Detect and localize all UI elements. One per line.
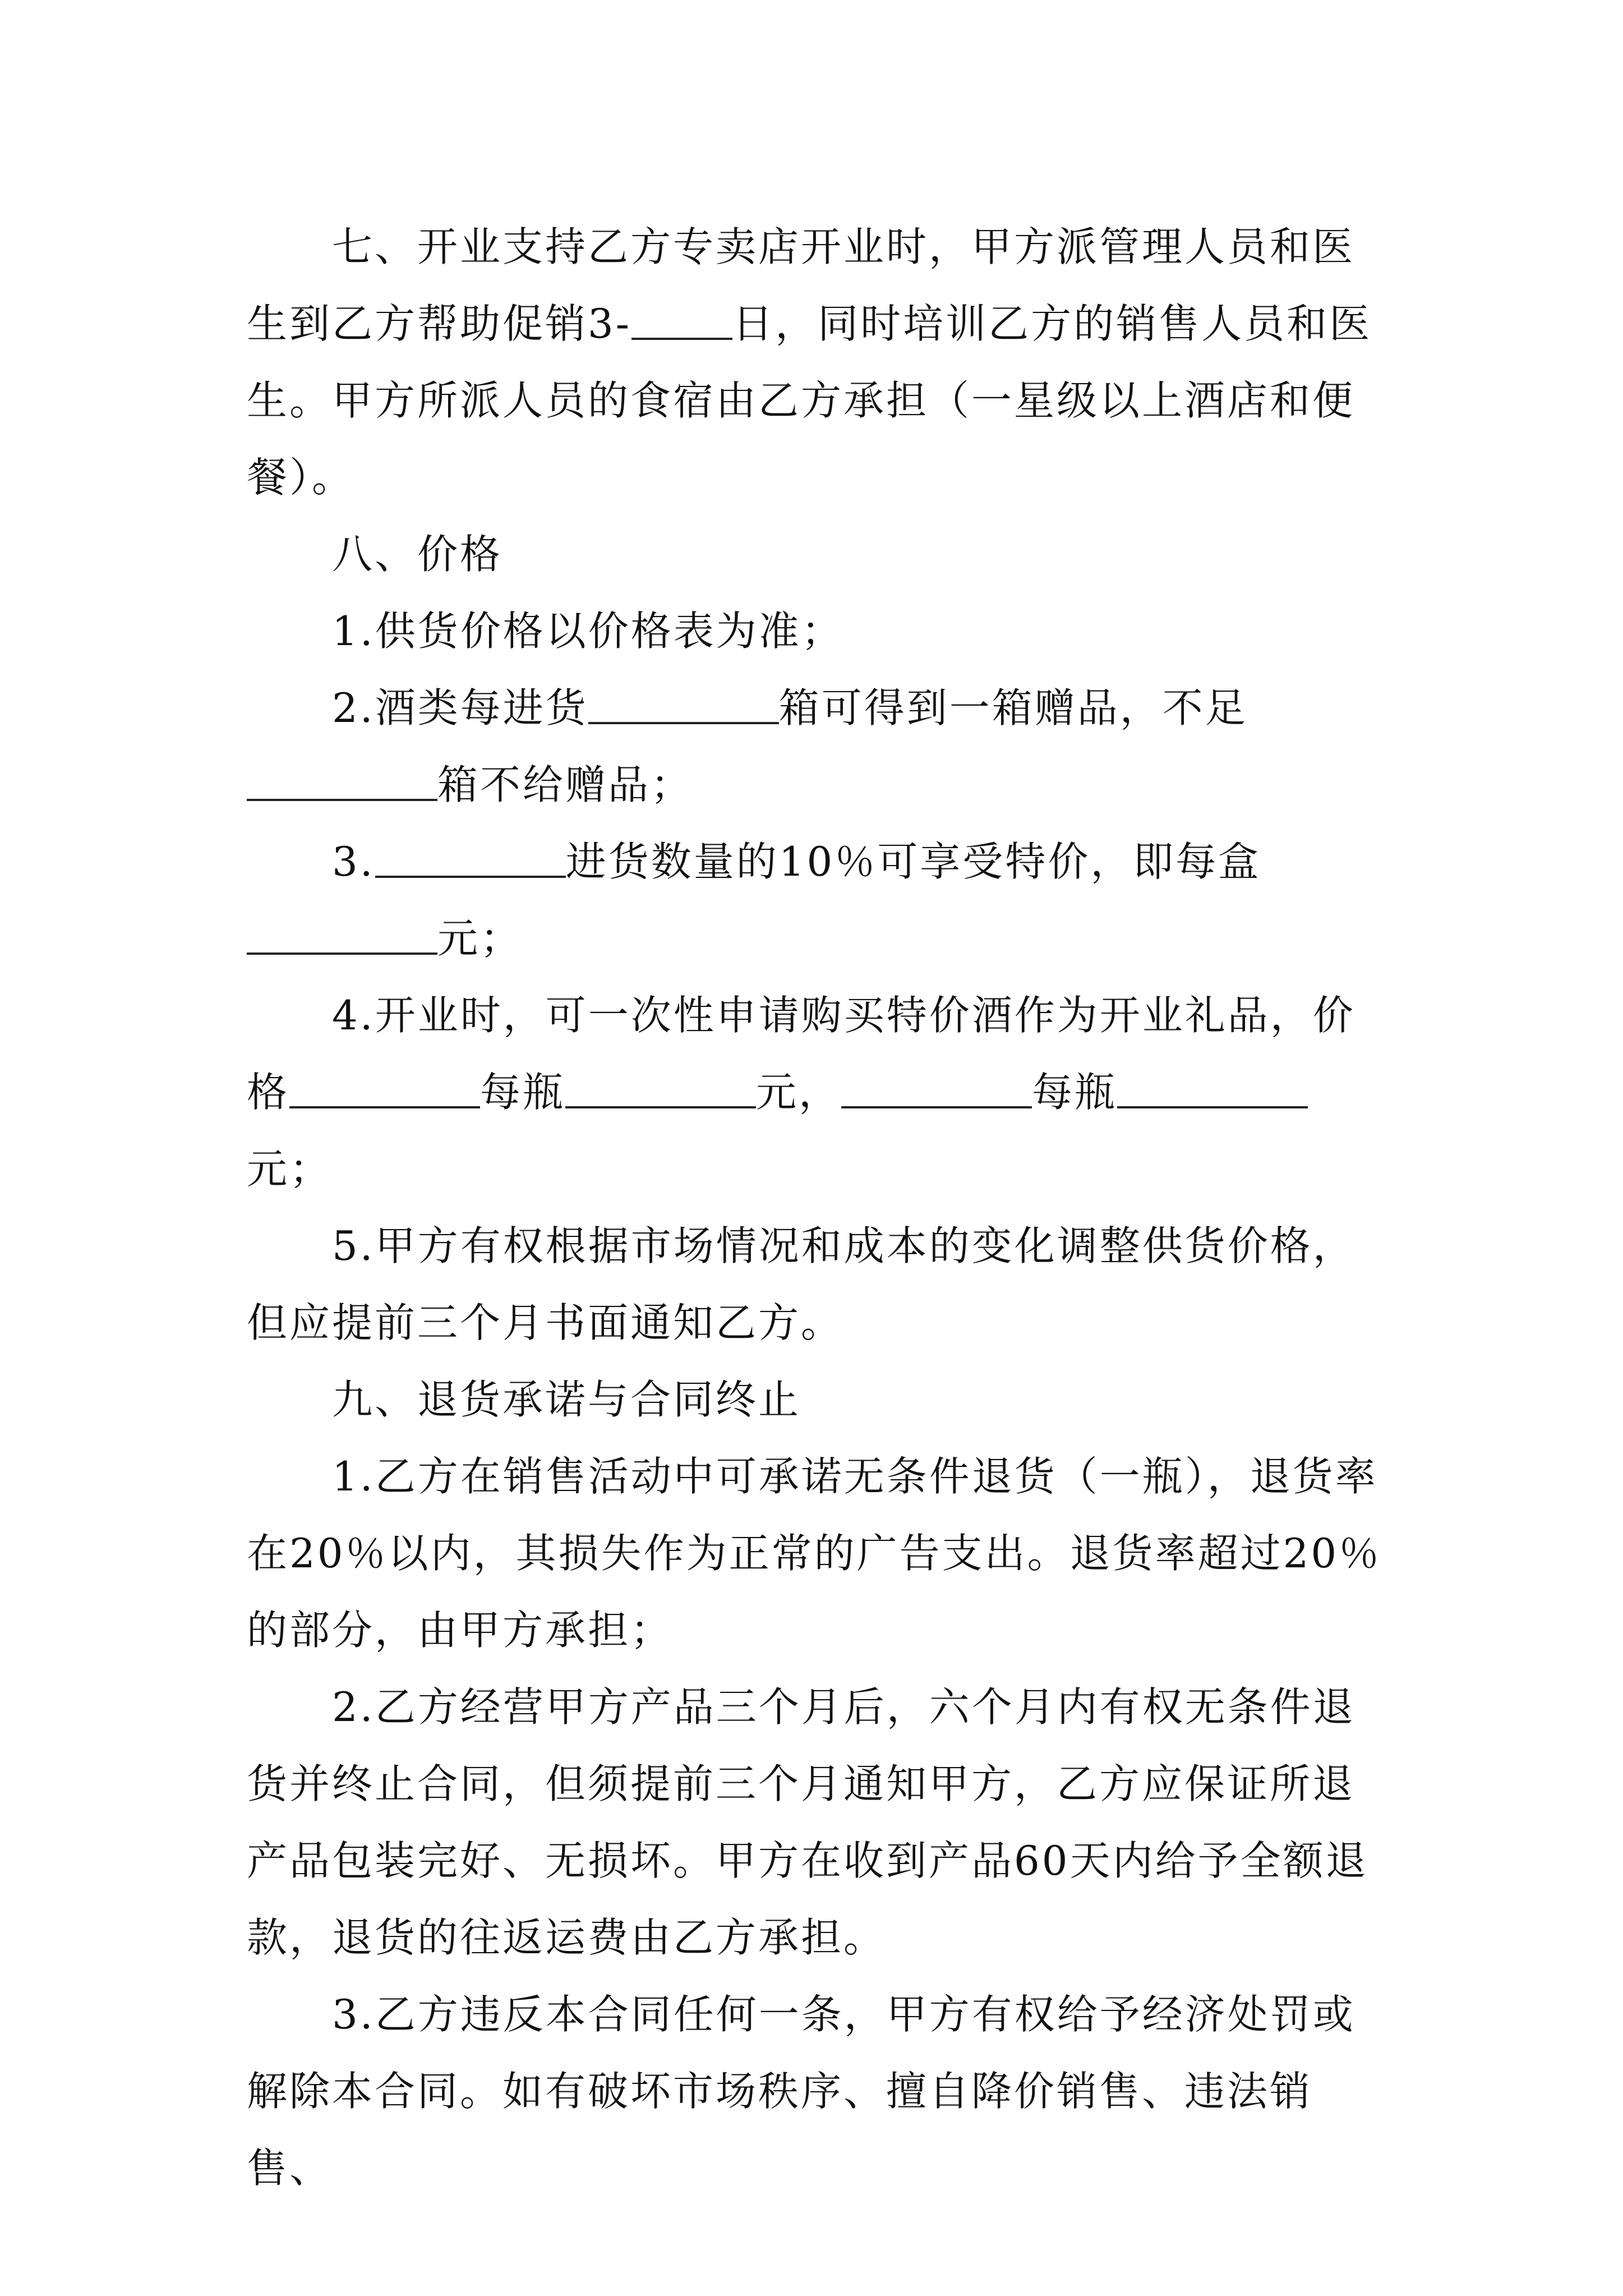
section-7-paragraph bbox=[247, 209, 1391, 516]
document-body bbox=[247, 209, 1391, 2207]
item-4-text-c: 元， bbox=[756, 1069, 842, 1116]
blank-field[interactable] bbox=[631, 299, 732, 339]
item-4-text-b: 每瓶 bbox=[480, 1069, 566, 1116]
section-9-item-2: 2.乙方经营甲方产品三个月后，六个月内有权无条件退货并终止合同，但须提前三个月通知甲方，乙方应保证所退产品包装完好、无损坏。甲方在收到产品60天内给予全额退款，退货的往返运费由乙方承担。 bbox=[247, 1683, 1368, 1961]
section-7-text-b: 日，同时培训乙方的销售人员和医生。甲方所派人员的食宿由乙方承担（一星级以上酒店和便餐）。 bbox=[247, 300, 1372, 501]
item-4-text-d: 每瓶 bbox=[1032, 1069, 1118, 1116]
blank-field[interactable] bbox=[588, 683, 779, 724]
item-3-text-a: 3. bbox=[332, 838, 375, 885]
blank-field[interactable] bbox=[1117, 1068, 1308, 1108]
blank-field[interactable] bbox=[247, 760, 437, 800]
section-9-item-3: 3.乙方违反本合同任何一条，甲方有权给予经济处罚或解除本合同。如有破坏市场秩序、擅自降价销售、违法销售、 bbox=[247, 1991, 1355, 2192]
section-8-item-4 bbox=[247, 977, 1391, 1208]
blank-field[interactable] bbox=[289, 1068, 480, 1108]
item-3-text-c: 元； bbox=[437, 915, 523, 962]
section-8-item-5: 5.甲方有权根据市场情况和成本的变化调整供货价格，但应提前三个月书面通知乙方。 bbox=[247, 1222, 1355, 1346]
section-8-heading: 八、价格 bbox=[332, 531, 503, 578]
section-8-item-3 bbox=[247, 823, 1391, 977]
item-4-text-a: 4.开业时，可一次性申请购买特价酒作为开业礼品，价格 bbox=[247, 992, 1355, 1116]
item-2-text-a: 2.酒类每进货 bbox=[332, 684, 588, 731]
blank-field[interactable] bbox=[375, 837, 566, 877]
section-8-item-2 bbox=[247, 670, 1391, 823]
section-9-heading: 九、退货承诺与合同终止 bbox=[332, 1376, 801, 1423]
section-9-item-1: 1.乙方在销售活动中可承诺无条件退货（一瓶），退货率在20％以内，其损失作为正常的广告支出。退货率超过20％的部分，由甲方承担； bbox=[247, 1453, 1382, 1654]
blank-field[interactable] bbox=[565, 1068, 756, 1108]
item-3-text-b: 进货数量的10％可享受特价，即每盒 bbox=[565, 838, 1261, 885]
section-8-item-1: 1.供货价格以价格表为准； bbox=[332, 608, 844, 655]
section-7-text-a: 七、开业支持乙方专卖店开业时，甲方派管理人员和医生到乙方帮助促销3- bbox=[247, 223, 1355, 347]
blank-field[interactable] bbox=[841, 1068, 1032, 1108]
item-2-text-b: 箱可得到一箱赠品，不足 bbox=[778, 684, 1248, 731]
blank-field[interactable] bbox=[247, 914, 437, 954]
item-4-text-e: 元； bbox=[247, 1145, 333, 1193]
item-2-text-c: 箱不给赠品； bbox=[437, 761, 694, 808]
